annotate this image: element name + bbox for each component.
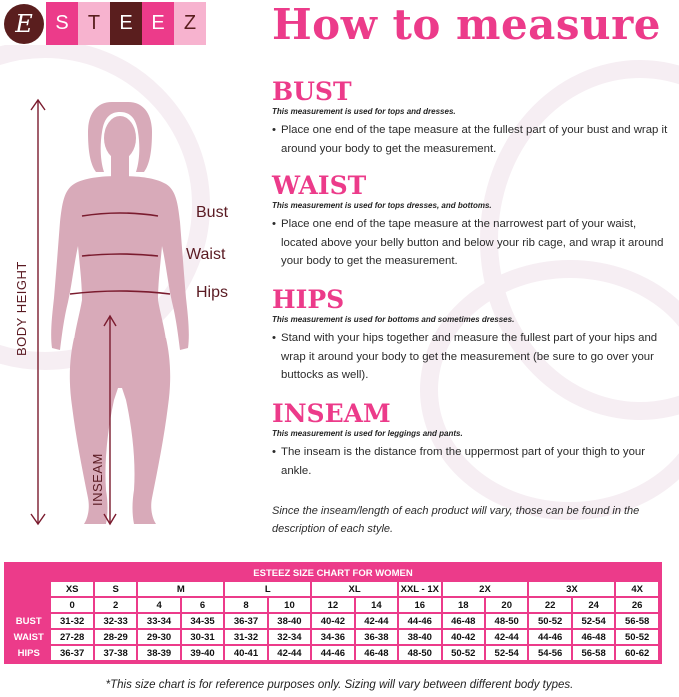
section-bullet: • Place one end of the tape measure at the fullest part of your bust and wrap it around your body to get the measurement.: [272, 124, 668, 155]
table-cell: 44-46: [312, 646, 353, 660]
section-heading: INSEAM: [272, 399, 391, 428]
table-cell: 36-38: [356, 630, 397, 644]
table-cell: 31-32: [225, 630, 266, 644]
table-row: [8, 614, 658, 628]
section-heading: HIPS: [272, 285, 345, 314]
table-cell: 48-50: [486, 614, 527, 628]
letter-size-header: L: [225, 582, 310, 596]
table-cell: 40-42: [443, 630, 484, 644]
numeric-size-header: 6: [182, 598, 223, 612]
table-cell: 28-29: [95, 630, 136, 644]
body-height-arrow: [31, 100, 45, 524]
waist-section: [272, 172, 672, 271]
numeric-size-header: 14: [356, 598, 397, 612]
bust-label: Bust: [196, 204, 229, 221]
size-chart-title: ESTEEZ SIZE CHART FOR WOMEN: [8, 566, 658, 580]
letter-size-header: XS: [51, 582, 92, 596]
body-height-label: BODY HEIGHT: [14, 261, 29, 356]
section-bullet: • Place one end of the tape measure at the narrowest part of your waist, located above your belly button and below your rib cage, and wrap it around your body to get the measurement.: [272, 218, 664, 267]
table-cell: 44-46: [399, 614, 440, 628]
table-cell: 33-34: [138, 614, 179, 628]
hips-label: Hips: [196, 284, 229, 301]
table-cell: 46-48: [573, 630, 614, 644]
table-cell: 38-40: [399, 630, 440, 644]
table-cell: 38-40: [269, 614, 310, 628]
table-cell: 27-28: [51, 630, 92, 644]
letter-size-header: M: [138, 582, 223, 596]
woman-silhouette: [51, 102, 189, 524]
table-cell: 52-54: [486, 646, 527, 660]
table-cell: 52-54: [573, 614, 614, 628]
table-cell: 37-38: [95, 646, 136, 660]
table-cell: 38-39: [138, 646, 179, 660]
brand-logo: [2, 2, 226, 45]
row-label: HIPS: [8, 646, 49, 660]
table-cell: 36-37: [51, 646, 92, 660]
table-cell: 31-32: [51, 614, 92, 628]
table-row: [8, 630, 658, 644]
numeric-size-header: 10: [269, 598, 310, 612]
letter-size-header: 2X: [443, 582, 528, 596]
table-cell: 42-44: [356, 614, 397, 628]
table-cell: 29-30: [138, 630, 179, 644]
section-bullet: • The inseam is the distance from the uppermost part of your thigh to your ankle.: [272, 446, 646, 477]
table-corner-cell: [8, 582, 49, 596]
numeric-size-header: 26: [616, 598, 658, 612]
table-cell: 32-34: [269, 630, 310, 644]
numeric-size-header: 12: [312, 598, 353, 612]
logo-letter: S: [46, 2, 78, 45]
section-heading: BUST: [272, 77, 352, 106]
table-cell: 50-52: [616, 630, 658, 644]
logo-letter: Z: [174, 2, 206, 45]
numeric-size-header: 18: [443, 598, 484, 612]
section-heading: WAIST: [272, 171, 367, 200]
table-cell: 46-48: [443, 614, 484, 628]
table-cell: 48-50: [399, 646, 440, 660]
table-cell: 60-62: [616, 646, 658, 660]
numeric-size-header: 16: [399, 598, 440, 612]
section-bullet: • Stand with your hips together and measure the fullest part of your hips and wrap it around your body to get the measurement (be sure to go over your buttocks as well).: [272, 332, 658, 381]
body-silhouette: [0, 88, 260, 538]
section-note: This measurement is used for tops and dresses.: [272, 107, 456, 116]
inseam-variation-note: Since the inseam/length of each product will vary, those can be found in the description of each style.: [272, 505, 640, 535]
page-title: How to measure: [272, 0, 661, 49]
table-cell: 42-44: [269, 646, 310, 660]
table-row: [8, 646, 658, 660]
bust-section: [272, 78, 672, 158]
logo-letter-text: E: [4, 4, 44, 44]
table-corner-cell: [8, 598, 49, 612]
letter-size-header: XL: [312, 582, 397, 596]
table-cell: 42-44: [486, 630, 527, 644]
row-label: BUST: [8, 614, 49, 628]
letter-size-header: 4X: [616, 582, 658, 596]
logo-letter: [2, 2, 46, 45]
table-cell: 46-48: [356, 646, 397, 660]
table-cell: 36-37: [225, 614, 266, 628]
numeric-size-header: 0: [51, 598, 92, 612]
table-cell: 32-33: [95, 614, 136, 628]
table-cell: 40-42: [312, 614, 353, 628]
logo-letter: E: [142, 2, 174, 45]
row-label: WAIST: [8, 630, 49, 644]
table-cell: 34-35: [182, 614, 223, 628]
inseam-section: [272, 400, 672, 480]
body-figure-diagram: [0, 88, 260, 538]
table-cell: 30-31: [182, 630, 223, 644]
table-cell: 50-52: [529, 614, 570, 628]
size-chart: [4, 562, 662, 664]
table-cell: 56-58: [616, 614, 658, 628]
letter-size-header: 3X: [529, 582, 614, 596]
numeric-size-header: 2: [95, 598, 136, 612]
table-cell: 39-40: [182, 646, 223, 660]
numeric-size-header: 4: [138, 598, 179, 612]
size-chart-table: [6, 564, 660, 662]
waist-label: Waist: [186, 246, 226, 263]
numeric-size-header: 20: [486, 598, 527, 612]
logo-letter: T: [78, 2, 110, 45]
table-cell: 44-46: [529, 630, 570, 644]
table-cell: 50-52: [443, 646, 484, 660]
letter-size-header: XXL - 1X: [400, 583, 439, 595]
section-note: This measurement is used for leggings and pants.: [272, 429, 463, 438]
numeric-size-header: 8: [225, 598, 266, 612]
numeric-size-header: 22: [529, 598, 570, 612]
section-note: This measurement is used for tops dresses, and bottoms.: [272, 201, 492, 210]
table-cell: 40-41: [225, 646, 266, 660]
table-cell: 34-36: [312, 630, 353, 644]
section-note: This measurement is used for bottoms and sometimes dresses.: [272, 315, 515, 324]
letter-size-header: S: [95, 582, 136, 596]
inseam-label: INSEAM: [90, 453, 105, 506]
table-cell: 54-56: [529, 646, 570, 660]
numeric-size-header: 24: [573, 598, 614, 612]
size-chart-disclaimer: *This size chart is for reference purposes only. Sizing will vary between different body types.: [105, 679, 574, 691]
table-cell: 56-58: [573, 646, 614, 660]
hips-section: [272, 286, 672, 385]
logo-letter: E: [110, 2, 142, 45]
